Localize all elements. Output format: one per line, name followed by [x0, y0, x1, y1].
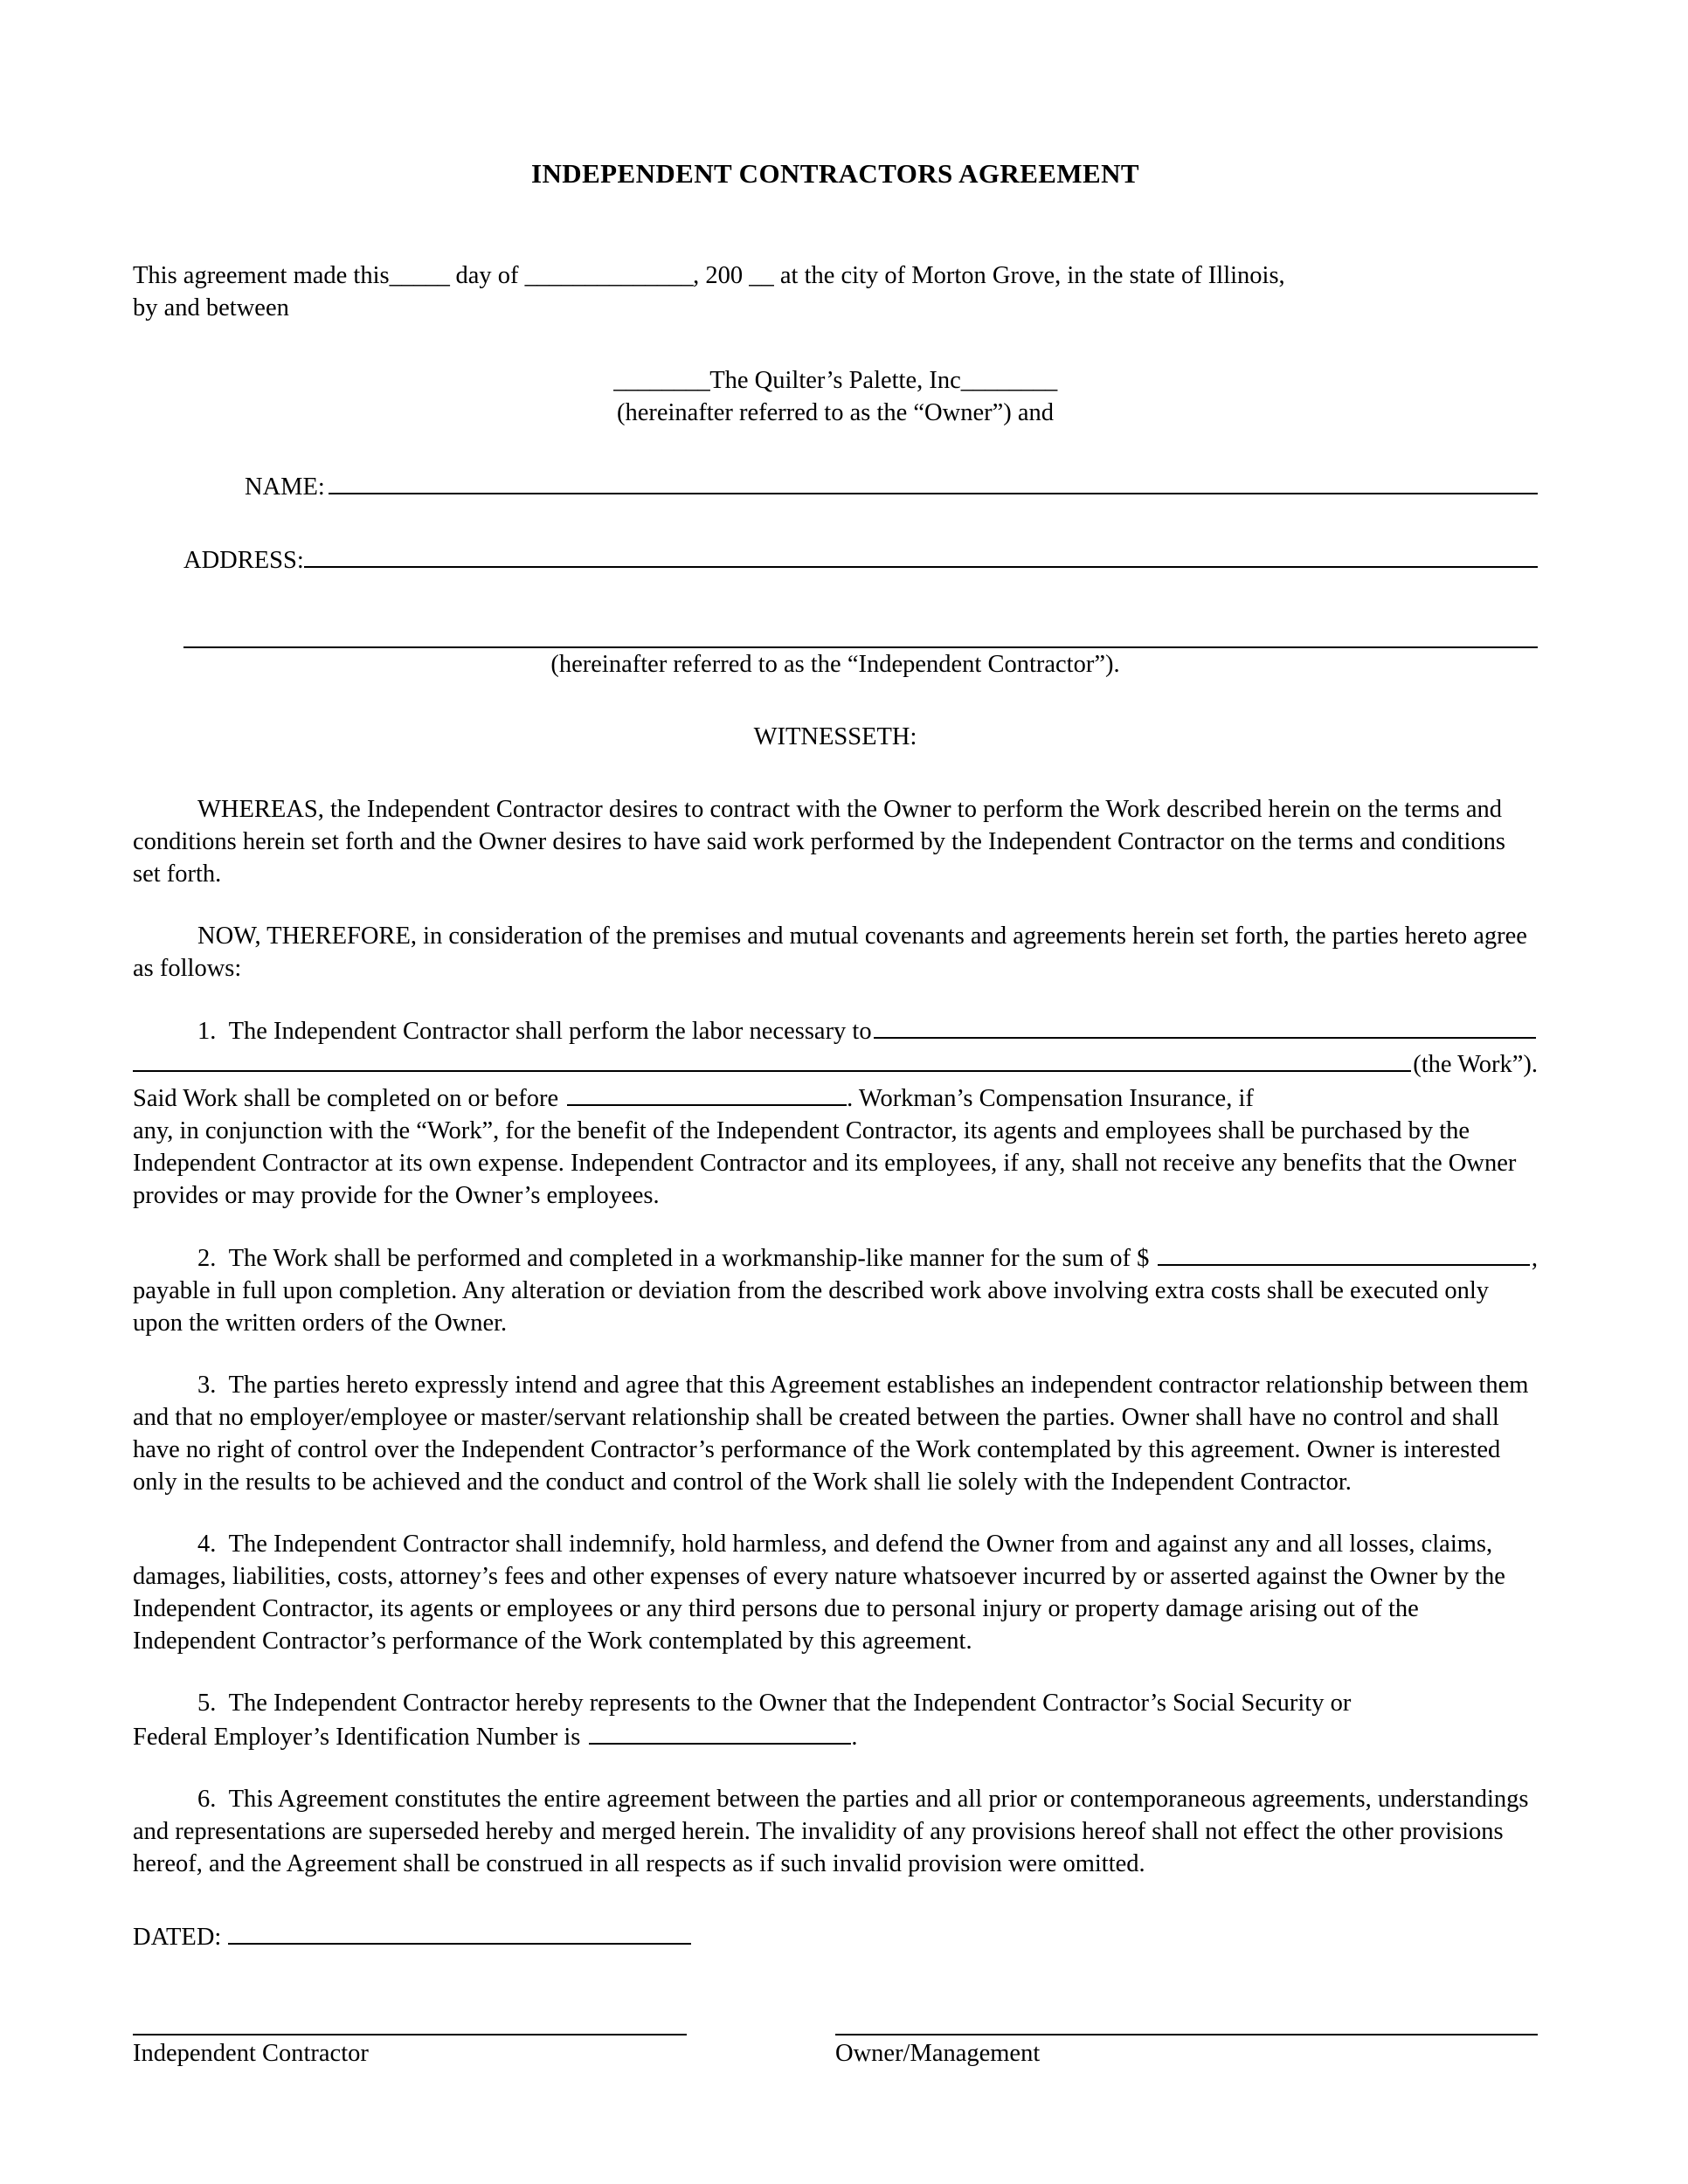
intro-line2: by and between [133, 294, 289, 322]
clause-1-rest: any, in conjunction with the “Work”, for the benefit of the Independent Contractor, its agents and employees shall be purchased by the Independent Contractor at its own expense. Independent Contractor and its employees, if any, shall not receive any benefits that the Owner provides or may provide for the Owner’s employees. [133, 1116, 1517, 1209]
name-field-row [133, 469, 1538, 502]
clause-1-number: 1. [197, 1017, 217, 1045]
now-therefore-paragraph [133, 920, 1538, 985]
dated-input[interactable] [228, 1920, 691, 1945]
blank-month[interactable]: ______________ [524, 262, 694, 290]
clause-6-number: 6. [197, 1786, 217, 1814]
owner-signature-label: Owner/Management [835, 2040, 1041, 2067]
sum-amount-input[interactable] [1158, 1241, 1530, 1266]
clause-2-number: 2. [197, 1244, 217, 1272]
signature-block-owner [835, 2034, 1538, 2070]
whereas-text: WHEREAS, the Independent Contractor desires to contract with the Owner to perform the Work described herein on the terms and conditions herein set forth and the Owner desires to have said work performed by the Independent Contractor on the terms and conditions set forth. [133, 796, 1506, 888]
completion-date-input[interactable] [567, 1081, 847, 1106]
clause-3-text: The parties hereto expressly intend and agree that this Agreement establishes an independent contractor relationship between them and that no employer/employee or master/servant relationship shall be created between the parties. Owner shall have no control and shall have no right of control over the Independent Contractor’s performance of the Work contemplated by this agreement. Owner is interested only in the results to be achieved and the conduct and control of the Work shall lie solely with the Independent Contractor. [133, 1371, 1529, 1496]
contractor-signature-label: Independent Contractor [133, 2040, 369, 2067]
intro-line1-a: This agreement made this [133, 262, 390, 290]
clause-3 [133, 1369, 1538, 1498]
address-input-line-1[interactable] [304, 543, 1538, 568]
clause-2 [133, 1241, 1538, 1339]
page-title: INDEPENDENT CONTRACTORS AGREEMENT [531, 158, 1139, 189]
intro-paragraph [133, 259, 1538, 324]
owner-lead-rule: ________ [613, 367, 710, 395]
dated-label: DATED: [133, 1923, 222, 1951]
clause-2-lead: The Work shall be performed and completed in a workmanship-like manner for the sum of $ [228, 1244, 1150, 1272]
clause-1-first-line [133, 1014, 1538, 1047]
clause-4-number: 4. [197, 1530, 217, 1558]
clause-5-second-line [133, 1719, 1538, 1753]
clause-4-text: The Independent Contractor shall indemnify, hold harmless, and defend the Owner from and against any and all losses, claims, damages, liabilities, costs, attorney’s fees and other expenses of every nature whatsoever incurred by or asserted against the Owner by the Independent Contractor, its agents or employees or any third persons due to personal injury or property damage arising out of the Independent Contractor’s performance of the Work contemplated by this agreement. [133, 1530, 1505, 1655]
dated-row [133, 1920, 1538, 1953]
clause-1-said-work-lead: Said Work shall be completed on or before [133, 1084, 559, 1112]
contractor-caption: (hereinafter referred to as the “Independent Contractor”). [550, 650, 1120, 678]
clause-6 [133, 1783, 1538, 1880]
clause-1-work-tag: (the Work”). [1413, 1050, 1538, 1078]
work-description-input-line-2[interactable] [133, 1047, 1411, 1072]
clause-1-third-line [133, 1081, 1538, 1115]
clause-1-lead: The Independent Contractor shall perform the labor necessary to [228, 1017, 872, 1045]
owner-company-name: The Quilter’s Palette, Inc [709, 367, 961, 395]
clause-2-tail-comma: , [1531, 1244, 1538, 1272]
document-body [133, 0, 1538, 2070]
owner-signature-input[interactable] [835, 2034, 1538, 2035]
clause-1-second-line [133, 1047, 1538, 1081]
address-label: ADDRESS: [183, 546, 304, 574]
clause-6-text: This Agreement constitutes the entire agreement between the parties and all prior or contemporaneous agreements, understandings and representations are superseded hereby and merged herein. The invalidity of any provisions hereof shall not effect the other provisions hereof, and the Agreement shall be construed in all respects as if such invalid provision were omitted. [133, 1786, 1529, 1878]
witnesseth-heading: WITNESSETH: [753, 722, 917, 750]
clause-5-first-line [133, 1687, 1538, 1719]
clause-2-first-line [133, 1241, 1538, 1275]
contractor-signature-input[interactable] [133, 2034, 687, 2035]
now-therefore-text: NOW, THEREFORE, in consideration of the premises and mutual covenants and agreements herein set forth, the parties hereto agree as follows: [133, 923, 1527, 983]
clause-5-second-lead: Federal Employer’s Identification Number is [133, 1724, 581, 1752]
tax-id-input[interactable] [589, 1719, 851, 1745]
signature-block-contractor [133, 2034, 835, 2070]
clause-1-said-work-tail: . Workman’s Compensation Insurance, if [847, 1084, 1254, 1112]
signature-row [133, 2034, 1538, 2070]
owner-trail-rule: ________ [960, 367, 1057, 395]
clause-4 [133, 1528, 1538, 1657]
clause-1 [133, 1014, 1538, 1212]
clause-5-lead: The Independent Contractor hereby represents to the Owner that the Independent Contractor’s Social Security or [228, 1690, 1352, 1717]
clause-2-rest: payable in full upon completion. Any alteration or deviation from the described work above involving extra costs shall be executed only upon the written orders of the Owner. [133, 1276, 1490, 1337]
clause-3-number: 3. [197, 1371, 217, 1399]
whereas-paragraph [133, 793, 1538, 890]
blank-day[interactable]: _____ [389, 262, 450, 290]
clause-5-second-tail: . [851, 1724, 858, 1752]
address-field-row [133, 543, 1538, 577]
intro-line1-b: day of [455, 262, 519, 290]
owner-caption: (hereinafter referred to as the “Owner”) and [616, 399, 1055, 427]
clause-5-number: 5. [197, 1690, 217, 1717]
owner-name-line [133, 364, 1538, 397]
intro-line1-c: , 200 __ at the city of Morton Grove, in the state of Illinois, [693, 262, 1285, 290]
clause-5 [133, 1687, 1538, 1753]
name-label: NAME: [245, 473, 325, 501]
name-input[interactable] [329, 469, 1538, 494]
work-description-input-line-1[interactable] [874, 1014, 1536, 1039]
